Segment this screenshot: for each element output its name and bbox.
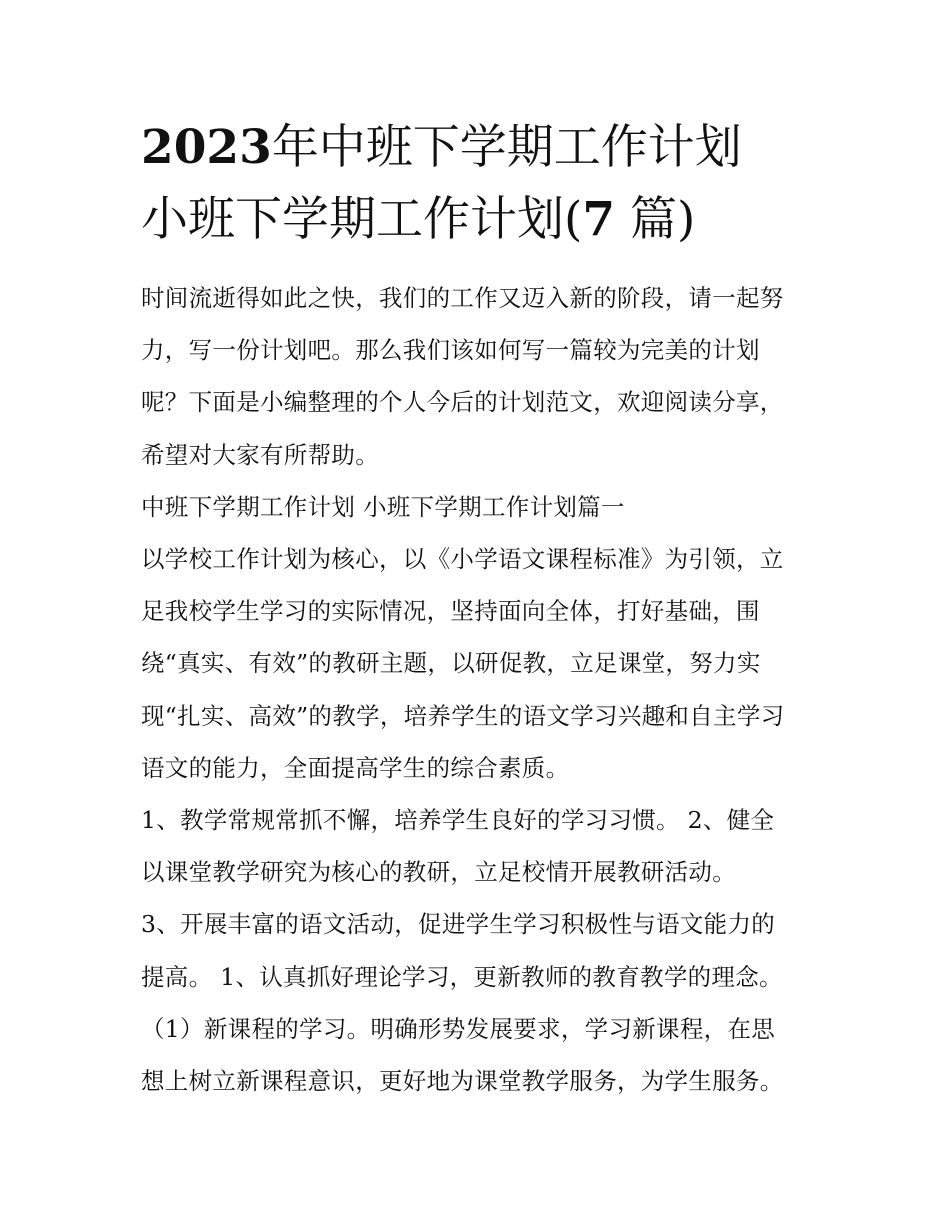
body-line: 足我校学生学习的实际情况，坚持面向全体，打好基础，围 <box>141 597 760 626</box>
title-line-1-text: 年中班下学期工作计划 <box>271 120 742 175</box>
body-line: 语文的能力，全面提高学生的综合素质。 <box>141 753 570 782</box>
body-line: 提高。 1、认真抓好理论学习，更新教师的教育教学的理念。 <box>141 962 783 991</box>
body-line: 希望对大家有所帮助。 <box>141 440 379 469</box>
section-heading: 中班下学期工作计划 小班下学期工作计划篇一 <box>141 492 625 521</box>
body-line: 现“扎实、高效”的教学，培养学生的语文学习兴趣和自主学习 <box>141 701 785 730</box>
document-body <box>141 272 821 1107</box>
title-line-2-text-a: 小班下学期工作计划( <box>141 192 583 247</box>
body-line: 以学校工作计划为核心，以《小学语文课程标准》为引领，立 <box>141 545 784 574</box>
body-line: 呢？下面是小编整理的个人今后的计划范文，欢迎阅读分享， <box>141 388 784 417</box>
body-line: 力，写一份计划吧。那么我们该如何写一篇较为完美的计划 <box>141 336 760 365</box>
title-count: 7 <box>582 192 616 247</box>
body-line: 绕“真实、有效”的教研主题，以研促教，立足课堂，努力实 <box>141 649 761 678</box>
body-line: 3、开展丰富的语文活动，促进学生学习积极性与语文能力的 <box>141 910 776 939</box>
document-title-line-2 <box>141 184 821 256</box>
title-line-2-text-b: 篇) <box>615 192 696 247</box>
body-line: 1、教学常规常抓不懈，培养学生良好的学习习惯。 2、健全 <box>141 806 775 835</box>
body-line: 想上树立新课程意识，更好地为课堂教学服务，为学生服务。 <box>141 1067 784 1096</box>
document-title-line-1 <box>141 112 821 184</box>
body-line: 时间流逝得如此之快，我们的工作又迈入新的阶段，请一起努 <box>141 284 784 312</box>
body-line: 以课堂教学研究为核心的教研，立足校情开展教研活动。 <box>141 858 736 887</box>
document-page <box>141 112 821 1107</box>
title-year: 2023 <box>141 120 272 175</box>
body-line: （1）新课程的学习。明确形势发展要求，学习新课程，在思 <box>141 1014 776 1043</box>
